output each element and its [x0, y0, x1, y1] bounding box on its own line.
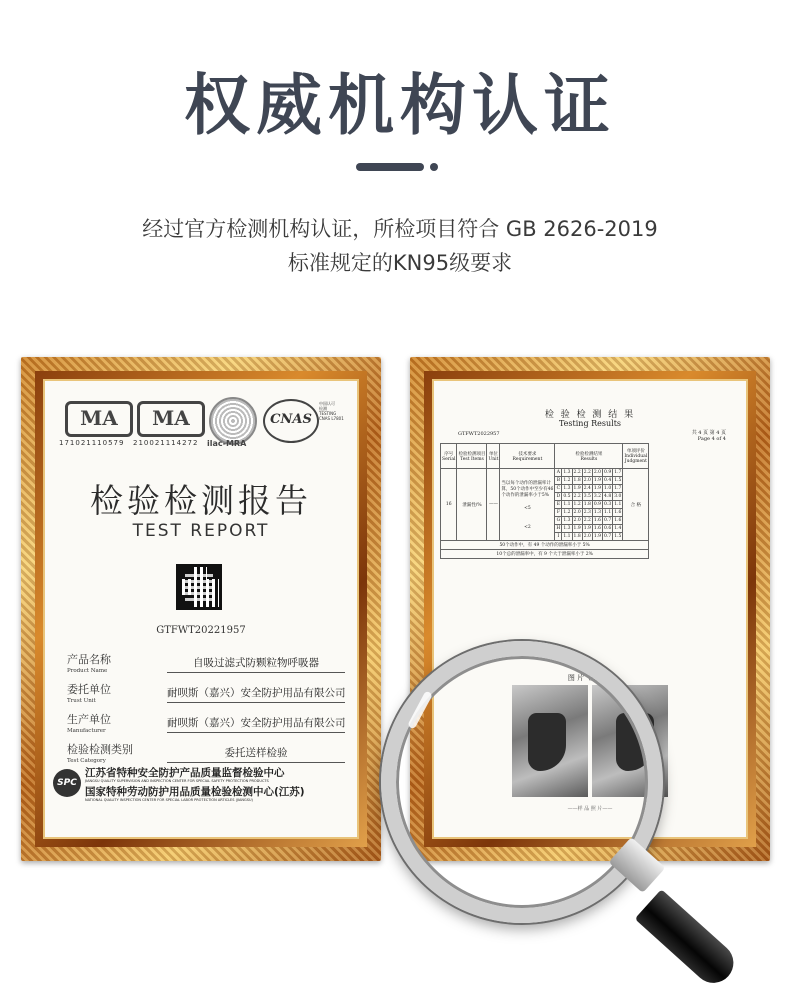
- result-cell: 1.6: [614, 518, 622, 523]
- result-cell: 2.2: [573, 470, 581, 475]
- result-cell: 0.9: [593, 502, 602, 507]
- result-cell: 1.3: [563, 518, 571, 523]
- field-manufacturer: 生产单位 Manufacturer 耐呗斯（嘉兴）安全防护用品有限公司: [67, 713, 346, 734]
- subtitle-line-2: 标准规定的KN95级要求: [287, 251, 513, 275]
- subtitle: [0, 212, 800, 280]
- ilac-label: ilac-MRA: [207, 439, 247, 448]
- result-cell: 0.3: [604, 502, 612, 507]
- results-page-number: 共 4 页 第 4 页 Page 4 of 4: [691, 430, 726, 442]
- result-cell: 1.1: [604, 510, 612, 515]
- result-cell: 1.9: [583, 526, 591, 531]
- test-report-cover: [43, 379, 359, 839]
- table-footer-row: [441, 550, 649, 559]
- result-cell: 1.1: [563, 534, 571, 539]
- result-cell: 2.0: [573, 518, 581, 523]
- product-name-value: 自吸过滤式防颗粒物呼吸器: [167, 655, 345, 673]
- result-cell: 1.8: [573, 478, 581, 483]
- result-cell: 3.5: [583, 494, 591, 499]
- manufacturer-value: 耐呗斯（嘉兴）安全防护用品有限公司: [167, 715, 345, 733]
- result-cell: 1.8: [573, 534, 581, 539]
- photo-note: ——样 品 照 片——: [567, 806, 613, 812]
- report-title-cn: 检验检测报告: [90, 481, 312, 520]
- result-cell: 1.4: [614, 526, 622, 531]
- result-cell: 1.6: [593, 526, 602, 531]
- title-divider-dot: [430, 163, 438, 171]
- result-cell: 1.2: [563, 478, 571, 483]
- result-cell: 2.0: [583, 534, 591, 539]
- result-cell: 1.3: [593, 510, 602, 515]
- result-cell: 0.7: [604, 518, 612, 523]
- results-title-en: Testing Results: [558, 419, 622, 428]
- subtitle-line-1: 经过官方检测机构认证，所检项目符合 GB 2626-2019: [142, 217, 658, 241]
- cell-requirement: 当以每个动作的泄漏率计算，50个动作中至少有46个动作的泄漏率小于5% <5 <2: [500, 469, 555, 541]
- result-cell: 1.7: [614, 470, 622, 475]
- result-cell: 2.0: [573, 510, 581, 515]
- institution-name-1-en: JIANGSU QUALITY SUPERVISION AND INSPECTION CENTER FOR SPECIAL SAFETY PROTECTION PRODUCTS: [85, 779, 269, 783]
- cell-item: 泄漏性/%: [457, 469, 487, 541]
- result-cell: 3.2: [593, 494, 602, 499]
- cell-unit: ——: [487, 469, 500, 541]
- results-report-number: GTFWT2022957: [458, 431, 500, 437]
- cma-logo-2: MA: [137, 401, 205, 437]
- cma-code-2: 210021114272: [133, 439, 199, 447]
- result-cell: 2.3: [583, 510, 591, 515]
- result-cell: 2.2: [573, 494, 581, 499]
- result-cell: 1.9: [573, 526, 581, 531]
- header-requirement: 技术要求 Requirement: [500, 444, 555, 469]
- magnifying-glass-icon: [381, 641, 663, 923]
- institution-name-2: 国家特种劳动防护用品质量检验检测中心(江苏): [85, 786, 305, 798]
- test-report-frame: [21, 357, 381, 861]
- result-cell: I: [555, 533, 562, 541]
- result-cell: 1.2: [573, 502, 581, 507]
- result-cell: 1.6: [614, 510, 622, 515]
- result-cell: 3.0: [614, 494, 622, 499]
- result-cell: F: [556, 510, 560, 515]
- results-table: [440, 443, 649, 559]
- result-cell: D: [556, 494, 561, 499]
- result-cell: 1.7: [614, 486, 622, 491]
- result-cell: 2.0: [583, 478, 591, 483]
- accreditation-logos: [57, 401, 345, 455]
- header-judgment: 单项评价 Individual Judgment: [623, 444, 649, 469]
- header-unit: 单位 Unit: [487, 444, 500, 469]
- page-title: 权威机构认证: [184, 67, 616, 144]
- result-cell: 1.5: [614, 478, 622, 483]
- report-number: GTFWT20221957: [156, 625, 246, 636]
- result-cell: 0.6: [604, 526, 612, 531]
- result-cell: 1.3: [563, 486, 571, 491]
- result-cell: 1.1: [563, 502, 571, 507]
- institution-name-2-en: NATIONAL QUALITY INSPECTION CENTER FOR SPECIAL LABOR PROTECTION ARTICLES (JIANGSU): [85, 798, 253, 802]
- field-trust-unit: 委托单位 Trust Unit 耐呗斯（嘉兴）安全防护用品有限公司: [67, 683, 346, 704]
- magnifier-handle: [635, 889, 742, 991]
- result-cell: C: [556, 486, 561, 491]
- result-cell: 1.8: [583, 502, 591, 507]
- result-cell: 2.2: [583, 470, 591, 475]
- cell-judgment: 合 格: [623, 469, 649, 541]
- result-cell: 4.8: [604, 494, 612, 499]
- title-divider: [356, 163, 424, 171]
- result-cell: 2.2: [583, 518, 591, 523]
- result-cell: B: [556, 478, 561, 483]
- result-cell: 0.9: [604, 470, 612, 475]
- cma-logo: MA: [65, 401, 133, 437]
- result-cell: 1.1: [614, 502, 622, 507]
- header-test-items: 检验检测项目 Test Items: [457, 444, 487, 469]
- result-cell: A: [556, 470, 561, 475]
- trust-unit-value: 耐呗斯（嘉兴）安全防护用品有限公司: [167, 685, 345, 703]
- result-cell: 1.0: [604, 486, 612, 491]
- result-cell: H: [556, 526, 561, 531]
- table-header-row: [441, 444, 649, 469]
- table-footer-row: [441, 541, 649, 550]
- cell-serial: 16: [441, 469, 457, 541]
- result-cell: 1.9: [593, 534, 602, 539]
- institution-block: [53, 765, 353, 807]
- header-serial: 序号 Serial: [441, 444, 457, 469]
- spc-logo: SPC: [53, 769, 81, 797]
- result-cell: E: [556, 502, 561, 507]
- test-category-value: 委托送样检验: [167, 745, 345, 763]
- result-cell: 1.5: [614, 534, 622, 539]
- results-body: [441, 469, 649, 559]
- report-title-en: TEST REPORT: [132, 521, 270, 541]
- cma-code-1: 171021110579: [59, 439, 125, 447]
- result-cell: 0.5: [563, 494, 571, 499]
- result-cell: 0.7: [604, 534, 612, 539]
- qr-code-icon: [176, 564, 222, 610]
- results-title-cn: 检 验 检 测 结 果: [544, 410, 636, 420]
- institution-name-1: 江苏省特种安全防护产品质量监督检验中心: [85, 767, 285, 779]
- result-cell: 0.4: [604, 478, 612, 483]
- table-row: [441, 469, 649, 477]
- field-product-name: 产品名称 Product Name 自吸过滤式防颗粒物呼吸器: [67, 651, 111, 674]
- cnas-logo: CNAS: [263, 399, 319, 443]
- result-cell: 1.9: [593, 478, 602, 483]
- header-results: 检验检测结果 Results: [555, 444, 623, 469]
- result-cell: G: [556, 518, 561, 523]
- result-cell: 2.0: [593, 470, 602, 475]
- result-cell: 1.9: [593, 486, 602, 491]
- field-test-category: 检验检测类别 Test Category 委托送样检验: [67, 741, 133, 764]
- result-cell: 2.4: [583, 486, 591, 491]
- result-cell: 1.3: [563, 526, 571, 531]
- table-footer-2: 10个总的泄漏率中，有 9 个大于泄漏率小于 2%: [441, 550, 649, 559]
- result-cell: 1.9: [573, 486, 581, 491]
- photo-caption: 图 片（贴样）: [567, 674, 613, 682]
- result-cell: 1.6: [593, 518, 602, 523]
- table-footer-1: 50个动作中，有 49 个动作的泄漏率小于 5%: [441, 541, 649, 550]
- ilac-logo: [209, 397, 257, 445]
- result-cell: 1.2: [563, 510, 571, 515]
- cnas-caption: 中国认可 检测 TESTING CNAS L7801: [319, 401, 344, 421]
- result-cell: 1.3: [563, 470, 571, 475]
